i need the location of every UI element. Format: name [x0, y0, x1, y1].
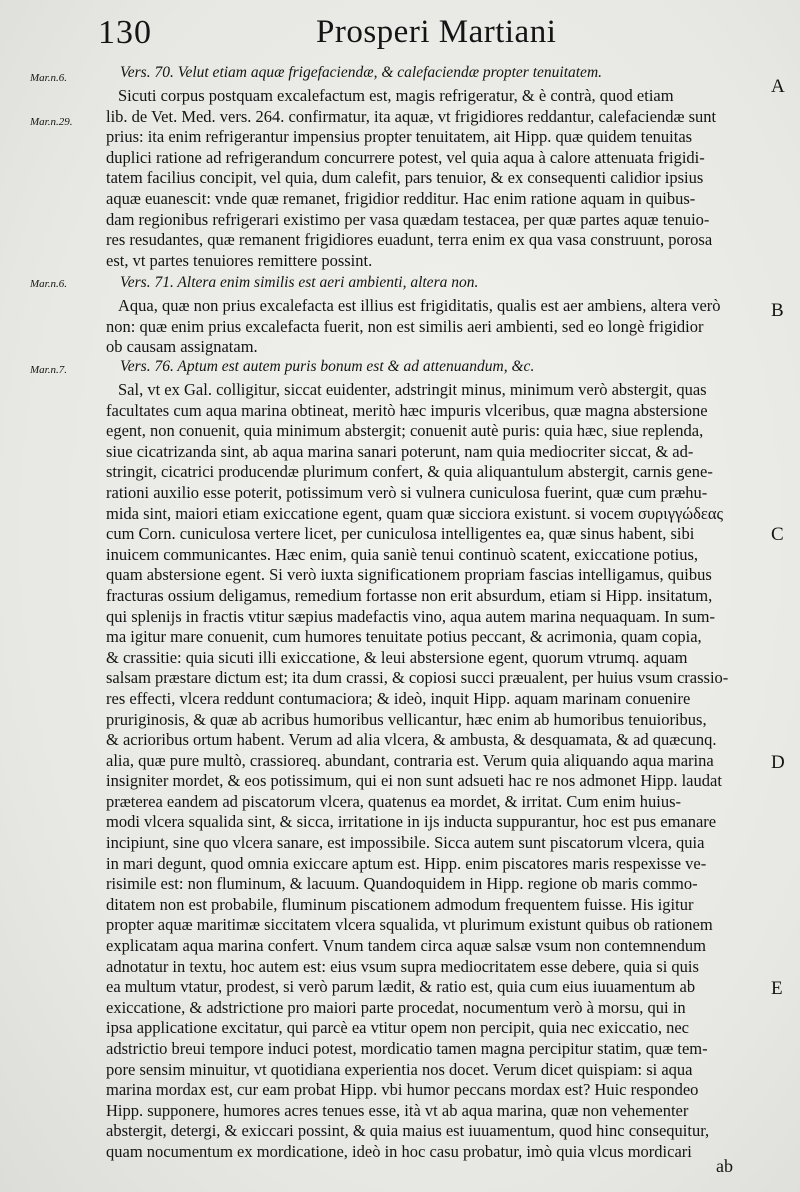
side-letter-a: A [771, 76, 785, 97]
text-line: adnotatur in textu, hoc autem est: eius vsum supra mediocritatem esse debere, quia si quis [106, 956, 699, 976]
text-line: abstergit, detergi, & exiccari possint, & quia maius est iuuamentum, quod hinc consequitur, [106, 1121, 710, 1141]
text-line: Sicuti corpus postquam excalefactum est, magis refrigeratur, & è contrà, quod etiam [118, 86, 674, 105]
text-line: lib. de Vet. Med. vers. 264. confirmatur, ita aquæ, vt frigidiores reddantur, calefaciendæ sunt [106, 106, 717, 126]
text-line: in mari degunt, quod omnia exiccare aptum est. Hipp. enim piscatores maris respexisse ve- [106, 853, 707, 873]
paragraph [106, 380, 766, 1163]
text-line: marina mordax est, cur eam probat Hipp. vbi humor peccans mordax est? Huic respondeo [106, 1080, 699, 1100]
side-letter-e: E [771, 978, 783, 999]
text-line: alia, quæ pure multò, crassioreq. abundant, contraria est. Verum quia aliquando aqua marina [106, 750, 714, 770]
text-line: fracturas ossium deligamus, remedium fortasse non erit absurdum, etiam si Hipp. insitatum, [106, 585, 713, 605]
text-line: modi vlcera squalida sint, & sicca, irritatione in ijs inducta suppurantur, hoc est pus emanare [106, 812, 717, 832]
running-head: Prosperi Martiani [316, 14, 557, 50]
text-line: Hipp. supponere, humores acres tenues esse, ità vt ab aqua marina, quæ non vehementer [106, 1100, 689, 1120]
text-line: insigniter mordet, & eos potissimum, qui ei non sunt adsueti hac re nos admonet Hipp. laudat [106, 771, 722, 791]
text-line: risimile est: non fluminum, & lacuum. Quandoquidem in Hipp. regione ob maris commo- [106, 874, 698, 894]
text-line: non: quæ enim prius excalefacta fuerit, non est similis aeri ambienti, sed eo longè frigidior [106, 316, 704, 336]
text-line: res effecti, vlcera reddunt contumaciora; & ideò, inquit Hipp. aquam marinam conuenire [106, 688, 691, 708]
side-letter-c: C [771, 524, 784, 545]
text-line: tatem facilius concipit, vel quia, dum calefit, pars tenuior, & ex consequenti calidior ipsius [106, 168, 704, 188]
text-line: facultates cum aqua marina obtineat, meritò hæc impuris vlceribus, quæ magna abstersione [106, 400, 708, 420]
page-number: 130 [98, 14, 152, 51]
side-letter-b: B [771, 300, 784, 321]
text-line: pruriginosis, & quæ ab acribus humoribus vellicantur, hæc enim ab humoribus tenuioribus, [106, 709, 707, 729]
text-line: res resudantes, quæ remanent frigidiores euadunt, terra enim ex qua vasa construunt, porosa [106, 230, 713, 250]
text-line: inuicem communicantes. Hæc enim, quia saniè tenui continuò scatent, exiccatione potius, [106, 544, 699, 564]
text-line: pore sensim minuitur, vt quotidiana experientia nos docet. Verum dicet quispiam: si aqua [106, 1059, 693, 1079]
text-line: incipiunt, sine quo vlcera sanare, est impossibile. Sicca autem sunt piscatorum vlcera, quia [106, 833, 705, 853]
text-line: præterea eandem ad piscatorum vlcera, quatenus ea mordet, & irritat. Cum enim huius- [106, 791, 682, 811]
paragraph [106, 296, 766, 358]
text-line: stringit, cicatrici producendæ plurimum confert, & quia aliquantulum abstergit, carnis gene- [106, 462, 713, 482]
text-line: Sal, vt ex Gal. colligitur, siccat euidenter, adstringit minus, minimum verò abstergit, quas [118, 380, 707, 399]
text-line: adstrictio breui tempore induci potest, mordicatio tamen magna percipitur statim, quæ tem- [106, 1039, 708, 1058]
text-line: siue cicatrizanda sint, ab aqua marina sanari poterunt, nam quia mediocriter siccat, & ad- [106, 441, 694, 461]
text-line: quam abstersione egent. Si verò iuxta significationem propriam fascias intelligamus, quibus [106, 565, 712, 585]
verse-heading: Vers. 76. Aptum est autem puris bonum est & ad attenuandum, &c. [120, 358, 535, 375]
margin-note: Mar.n.29. [30, 116, 73, 128]
text-line: aquæ euanescit: vnde quæ remanet, frigidior redditur. Hac enim ratione aquam in quibus- [106, 188, 696, 208]
text-line: ipsa applicatione excitatur, qui parcè ea vtitur opem non percipit, quia nec exiccatio, nec [106, 1018, 690, 1038]
text-line: cum Corn. cuniculosa vertere licet, per cuniculosa intelligentes ea, quæ sinus habent, sibi [106, 524, 695, 544]
text-line: ea multum vtatur, prodest, si verò parum lædit, & ratio est, quia cum eius iuuamentum ab [106, 977, 696, 997]
text-line: & crassitie: quia sicuti illi exiccatione, & leui abstersione egent, quorum vtrumq. aquam [106, 647, 688, 667]
text-line: propter aquæ maritimæ siccitatem vlcera squalida, vt plurimum existunt quibus ob rationem [106, 915, 713, 935]
text-line: dam regionibus refrigerari existimo per vasa quædam testacea, per quæ partes aquæ tenuio- [106, 209, 710, 229]
verse-heading: Vers. 70. Velut etiam aquæ frigefaciendæ, & calefaciendæ propter tenuitatem. [120, 64, 603, 81]
text-line: est, vt partes tenuiores remittere possint. [106, 250, 373, 270]
text-line: quam nocumentum ex mordicatione, ideò in hoc casu probatur, imò quia vlcus mordicari [106, 1141, 692, 1161]
text-line: ditatem non est probabile, fluminum piscationem admodum frequentem fuisse. His igitur [106, 894, 694, 914]
text-line: duplici ratione ad refrigerandum concurrere potest, vel quia aqua à calore attenuata frigidi- [106, 147, 705, 167]
margin-note: Mar.n.6. [30, 278, 67, 290]
margin-note: Mar.n.7. [30, 364, 67, 376]
text-line: & acrioribus ortum habent. Verum ad alia vlcera, & ambusta, & desquamata, & ad quæcunq. [106, 730, 717, 750]
margin-note: Mar.n.6. [30, 72, 67, 84]
text-line: qui splenijs in fractis vtitur sæpius madefactis vino, aqua autem marina nequaquam. In sum- [106, 606, 715, 626]
text-line: ma igitur mare conuenit, cum humores tenuitate potius peccant, & acrimonia, quam copia, [106, 627, 702, 647]
text-line: ob causam assignatam. [106, 337, 258, 357]
side-letter-d: D [771, 752, 785, 773]
text-line: prius: ita enim refrigerantur impensius propter tenuitatem, ait Hipp. quæ quidem tenuitas [106, 127, 693, 147]
text-line: salsam præstare dictum est; ita dum crassi, & copiosi succi præualent, per huius vsum crassio- [106, 668, 729, 688]
text-line: mida sint, maiori etiam exiccatione egent, quam quæ sicciora existunt. si vocem συριγγώδεας [106, 503, 724, 523]
text-line: exiccatione, & adstrictione pro maiori parte procedat, nocumentum verò à morsu, qui in [106, 997, 686, 1017]
paragraph [106, 86, 766, 271]
text-line: egent, non conuenit, quia minimum abstergit; conuenit autè puris: quia hæc, siue replenda, [106, 421, 704, 441]
text-line: Aqua, quæ non prius excalefacta est illius est frigiditatis, qualis est aer ambiens, altera verò [118, 296, 721, 315]
catchword: ab [716, 1156, 733, 1176]
text-line: explicatam aqua marina confert. Vnum tandem circa aquæ salsæ vsum non contemnendum [106, 936, 706, 956]
verse-heading: Vers. 71. Altera enim similis est aeri ambienti, altera non. [120, 274, 479, 291]
text-line: rationi auxilio esse poterit, potissimum verò si vulnera cuniculosa fuerint, quæ cum præhu- [106, 482, 708, 502]
